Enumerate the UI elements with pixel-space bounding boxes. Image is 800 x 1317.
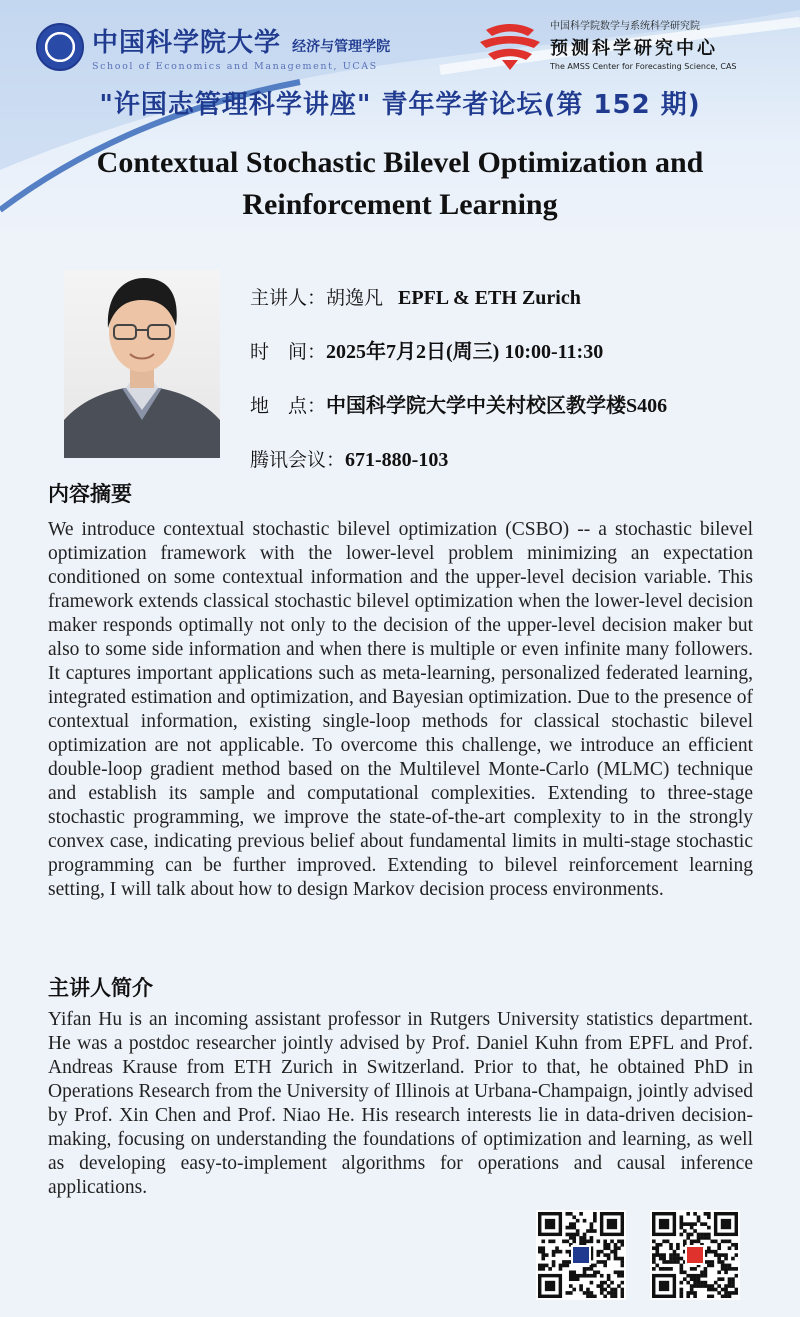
bio-heading: 主讲人简介 — [48, 976, 153, 1000]
meeting-row — [250, 442, 770, 478]
ucas-name: 中国科学院大学 — [92, 28, 282, 58]
forum-title: "许国志管理科学讲座" 青年学者论坛(第 152 期) — [99, 90, 701, 120]
ucas-dept: 经济与管理学院 — [292, 39, 391, 55]
speaker-photo — [64, 270, 220, 458]
time-value: 2025年7月2日(周三) 10:00-11:30 — [326, 341, 604, 363]
place-row — [250, 388, 770, 424]
ucas-seal-icon — [36, 23, 84, 71]
amss-en-name: The AMSS Center for Forecasting Science, CAS — [550, 62, 737, 71]
amss-name: 预测科学研究中心 — [550, 38, 718, 59]
qr-code-ucas[interactable] — [536, 1210, 626, 1300]
meeting-id: 671-880-103 — [345, 449, 449, 471]
amss-mark-icon — [476, 16, 544, 72]
ucas-logo — [36, 22, 390, 72]
place-value: 中国科学院大学中关村校区教学楼S406 — [326, 395, 668, 417]
place-label: 地 点： — [250, 395, 327, 417]
time-label: 时 间： — [250, 341, 327, 363]
abstract-heading: 内容摘要 — [48, 482, 132, 506]
header — [0, 0, 800, 80]
amss-parent-name: 中国科学院数学与系统科学研究院 — [550, 21, 700, 32]
ucas-en-name: School of Economics and Management, UCAS — [92, 61, 378, 72]
meeting-label: 腾讯会议： — [250, 449, 346, 471]
bio-text: Yifan Hu is an incoming assistant professor in Rutgers University statistics department. He was a postdoc researcher jointly advised by Prof. Daniel Kuhn from EPFL and Prof. Andreas Krause from ETH Zurich in Switzerland. Prior to that, he obtained PhD in Operations Research from the University of Illinois at Urbana-Champaign, jointly advised by Prof. Xin Chen and Prof. Niao He. His research interests lie in data-driven decision-making, focusing on understanding the foundations of optimization and learning, as well as developing easy-to-implement algorithms for operations and causal inference applications. — [48, 1009, 753, 1198]
speaker-row — [250, 280, 770, 316]
speaker-name: 胡逸凡 — [326, 287, 384, 309]
amss-logo — [476, 16, 737, 72]
speaker-label: 主讲人： — [250, 287, 327, 309]
talk-info — [250, 280, 770, 496]
abstract-text: We introduce contextual stochastic bilevel optimization (CSBO) -- a stochastic bilevel optimization framework with the lower-level problem minimizing an expectation conditioned on some contextual information and the upper-level decision variable. This framework extends classical stochastic bilevel optimization when the lower-level decision maker responds optimally not only to the decision of the upper-level decision maker but also to some side information and when there is multiple or even infinite many followers. It captures important applications such as meta-learning, personalized federated learning, integrated estimation and optimization, and Bayesian optimization. Due to the presence of contextual information, existing single-loop methods for classical stochastic bilevel optimization are not applicable. To overcome this challenge, we introduce an efficient double-loop gradient method based on the Multilevel Monte-Carlo (MLMC) technique and establish its sample and computational complexities. Extending to three-stage stochastic programming, we improve the state-of-the-art complexity to in the strongly convex case, indicating previous belief about fundamental limits in multi-stage stochastic programming can be further improved. Extending to bilevel reinforcement learning setting, I will talk about how to design Markov decision process environments. — [48, 519, 753, 900]
talk-title: Contextual Stochastic Bilevel Optimization and Reinforcement Learning — [96, 146, 704, 221]
qr-code-amss[interactable] — [650, 1210, 740, 1300]
speaker-affiliation: EPFL & ETH Zurich — [398, 287, 581, 309]
time-row — [250, 334, 770, 370]
